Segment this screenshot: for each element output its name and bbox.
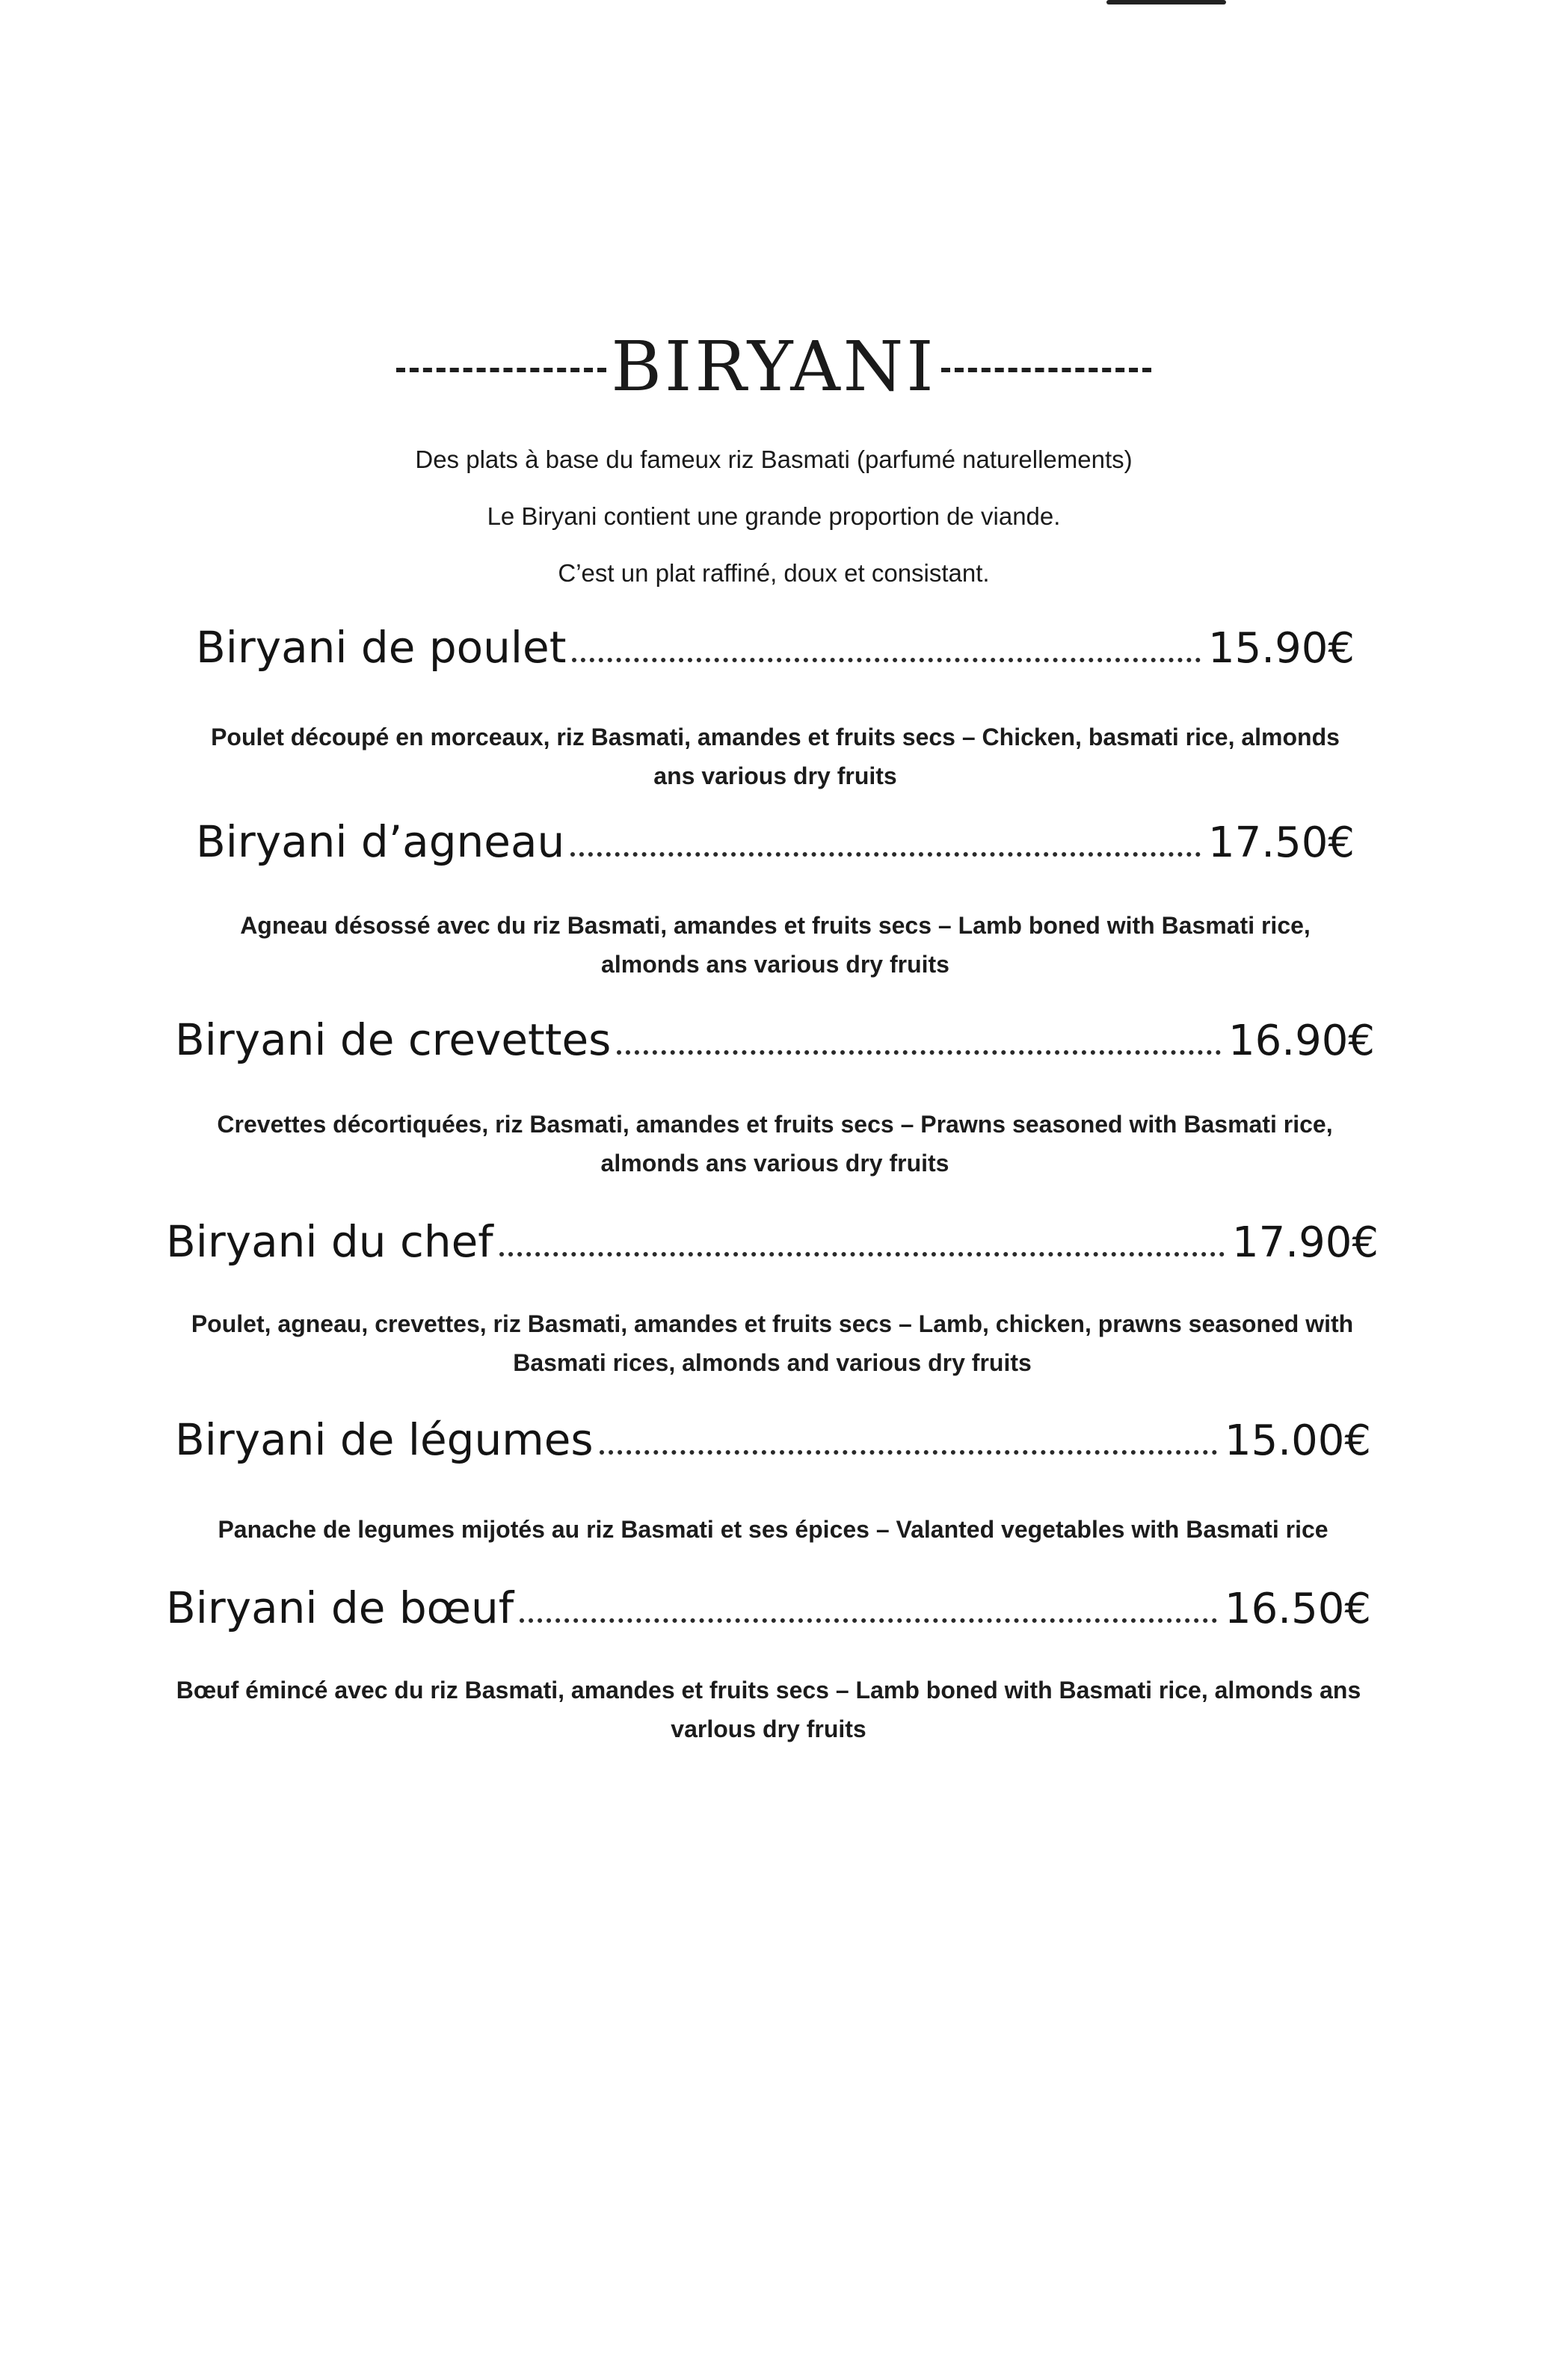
dish-price: 16.90€	[1228, 1017, 1375, 1065]
dish-header-boeuf	[166, 1573, 1371, 1633]
dish-description-agneau: Agneau désossé avec du riz Basmati, amandes et fruits secs – Lamb boned with Basmati rice, almonds ans various dry fruits	[240, 912, 1311, 978]
dish-description-poulet: Poulet découpé en morceaux, riz Basmati, amandes et fruits secs – Chicken, basmati rice, almonds ans various dry fruits	[211, 724, 1340, 789]
intro-line-1: Des plats à base du fameux riz Basmati (parfumé naturellements)	[415, 446, 1133, 473]
dish-price: 17.90€	[1232, 1218, 1379, 1267]
dish-name: Biryani de légumes	[175, 1414, 594, 1465]
dish-header-crevettes	[175, 1005, 1375, 1065]
intro-line-2: Le Biryani contient une grande proportion de viande.	[487, 502, 1061, 530]
dish-description-crevettes: Crevettes décortiquées, riz Basmati, amandes et fruits secs – Prawns seasoned with Basmati rice, almonds ans various dry fruits	[217, 1111, 1333, 1177]
section-title: BIRYANI	[611, 326, 937, 407]
dish-name: Biryani de bœuf	[166, 1582, 514, 1633]
dish-header-agneau	[196, 807, 1355, 867]
intro-line-3: C’est un plat raffiné, doux et consistant.	[558, 559, 990, 587]
dot-leader	[617, 1050, 1221, 1055]
dot-leader	[570, 852, 1201, 857]
section-title-row	[396, 321, 1151, 411]
title-dash-left	[396, 368, 606, 372]
dish-price: 15.90€	[1208, 624, 1355, 673]
dish-name: Biryani de crevettes	[175, 1014, 612, 1065]
dot-leader	[572, 658, 1201, 662]
title-dash-right	[941, 368, 1151, 372]
dish-name: Biryani d’agneau	[196, 816, 565, 867]
scan-edge-mark	[1106, 0, 1226, 4]
dish-description-legumes: Panache de legumes mijotés au riz Basmati et ses épices – Valanted vegetables with Basmati rice	[218, 1516, 1328, 1543]
dish-price: 16.50€	[1225, 1585, 1371, 1633]
dish-header-legumes	[175, 1405, 1371, 1465]
dot-leader	[600, 1450, 1217, 1455]
dish-description-boeuf: Bœuf émincé avec du riz Basmati, amandes et fruits secs – Lamb boned with Basmati rice, almonds ans varlous dry fruits	[176, 1677, 1361, 1742]
dot-leader	[499, 1252, 1225, 1257]
dish-price: 17.50€	[1208, 818, 1355, 867]
dish-header-chef	[166, 1207, 1379, 1267]
dish-name: Biryani du chef	[166, 1216, 493, 1267]
dish-name: Biryani de poulet	[196, 622, 567, 673]
dish-header-poulet	[196, 613, 1355, 673]
dish-description-chef: Poulet, agneau, crevettes, riz Basmati, amandes et fruits secs – Lamb, chicken, prawns seasoned with Basmati rices, almonds and various dry fruits	[191, 1310, 1354, 1376]
dish-price: 15.00€	[1225, 1416, 1371, 1465]
dot-leader	[520, 1618, 1217, 1623]
